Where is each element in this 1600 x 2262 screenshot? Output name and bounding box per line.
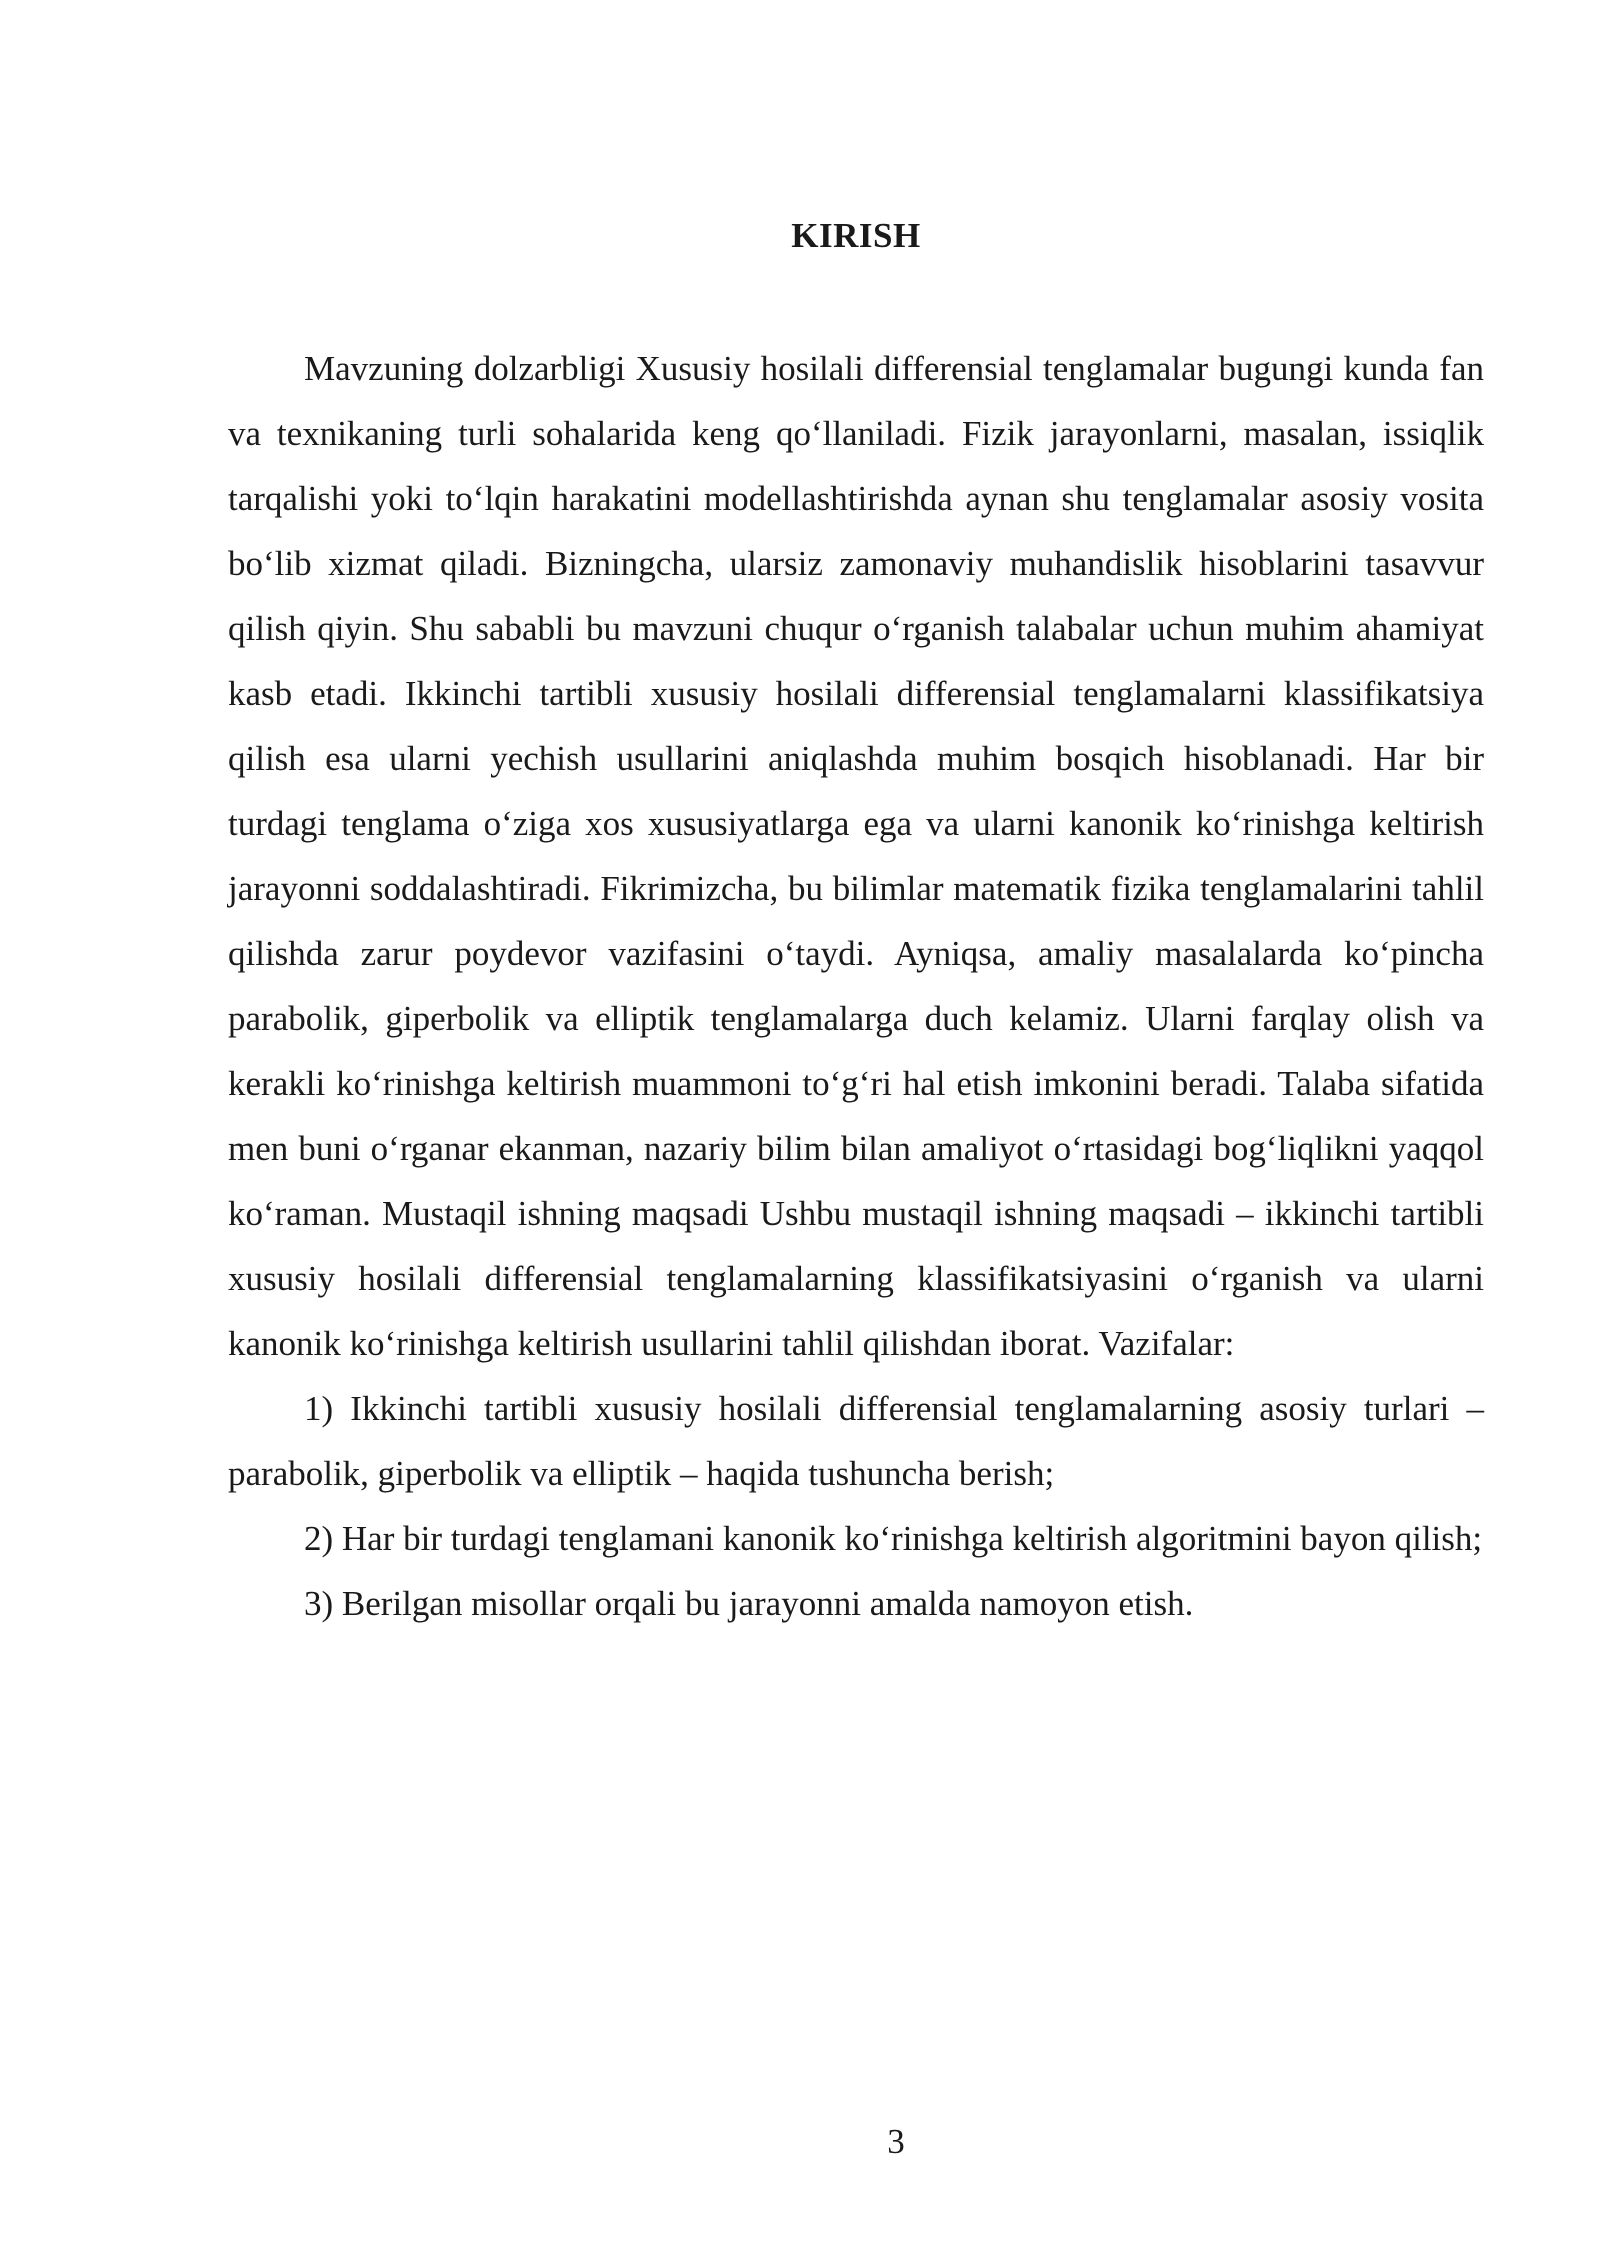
page-number: 3 <box>887 2122 905 2161</box>
body-text <box>228 336 1484 1636</box>
task-item-2: 2) Har bir turdagi tenglamani kanonik ko‘rinishga keltirish algoritmini bayon qilish; <box>304 1519 1483 1558</box>
task-item-3: 3) Berilgan misollar orqali bu jarayonni amalda namoyon etish. <box>304 1584 1194 1623</box>
paragraph-introduction: Mavzuning dolzarbligi Xususiy hosilali differensial tenglamalar bugungi kunda fan va texnikaning turli sohalarida keng qo‘llaniladi. Fizik jarayonlarni, masalan, issiqlik tarqalishi yoki to‘lqin harakatini modellashtirishda aynan shu tenglamalar asosiy vosita bo‘lib xizmat qiladi. Bizningcha, ularsiz zamonaviy muhandislik hisoblarini tasavvur qilish qiyin. Shu sababli bu mavzuni chuqur o‘rganish talabalar uchun muhim ahamiyat kasb etadi. Ikkinchi tartibli xususiy hosilali differensial tenglamalarni klassifikatsiya qilish esa ularni yechish usullarini aniqlashda muhim bosqich hisoblanadi. Har bir turdagi tenglama o‘ziga xos xususiyatlarga ega va ularni kanonik ko‘rinishga keltirish jarayonni soddalashtiradi. Fikrimizcha, bu bilimlar matematik fizika tenglamalarini tahlil qilishda zarur poydevor vazifasini o‘taydi. Ayniqsa, amaliy masalalarda ko‘pincha parabolik, giperbolik va elliptik tenglamalarga duch kelamiz. Ularni farqlay olish va kerakli ko‘rinishga keltirish muammoni to‘g‘ri hal etish imkonini beradi. Talaba sifatida men buni o‘rganar ekanman, nazariy bilim bilan amaliyot o‘rtasidagi bog‘liqlikni yaqqol ko‘raman. Mustaqil ishning maqsadi Ushbu mustaqil ishning maqsadi – ikkinchi tartibli xususiy hosilali differensial tenglamalarning klassifikatsiyasini o‘rganish va ularni kanonik ko‘rinishga keltirish usullarini tahlil qilishdan iborat. Vazifalar: <box>228 349 1484 1363</box>
page-title: KIRISH <box>791 216 921 255</box>
task-item-1: 1) Ikkinchi tartibli xususiy hosilali differensial tenglamalarning asosiy turlari – parabolik, giperbolik va elliptik – haqida tushuncha berish; <box>228 1389 1484 1493</box>
